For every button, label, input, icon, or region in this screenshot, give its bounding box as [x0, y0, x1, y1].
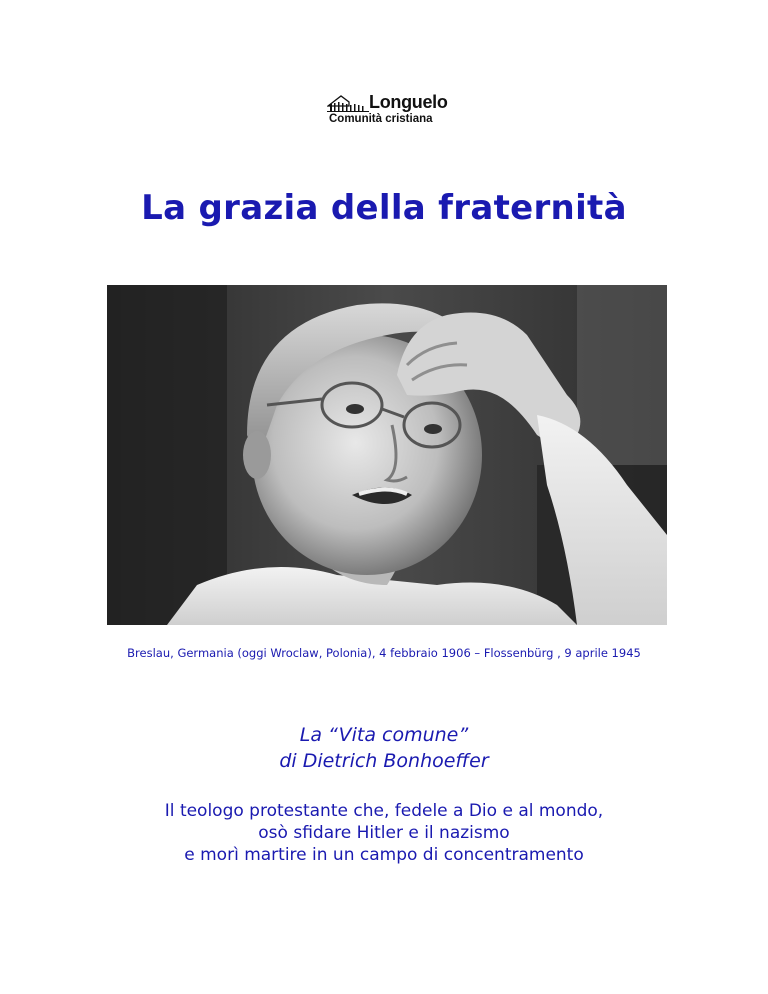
description	[0, 800, 768, 866]
subtitle	[0, 722, 768, 774]
church-roofline-icon	[327, 94, 373, 112]
logo	[327, 92, 457, 132]
photo-caption: Breslau, Germania (oggi Wroclaw, Polonia), 4 febbraio 1906 – Flossenbürg , 9 aprile 1945	[127, 646, 641, 660]
portrait-photo	[107, 285, 667, 625]
page-title: La grazia della fraternità	[141, 188, 627, 228]
portrait-image	[107, 285, 667, 625]
description-line-2: osò sfidare Hitler e il nazismo	[258, 823, 510, 843]
description-line-1: Il teologo protestante che, fedele a Dio e al mondo,	[164, 801, 604, 821]
logo-subtitle: Comunità cristiana	[329, 113, 433, 125]
logo-name: Longuelo	[369, 92, 448, 112]
subtitle-line-2: di Dietrich Bonhoeffer	[279, 750, 489, 772]
description-line-3: e morì martire in un campo di concentramento	[184, 845, 584, 865]
subtitle-line-1: La “Vita comune”	[299, 724, 469, 746]
